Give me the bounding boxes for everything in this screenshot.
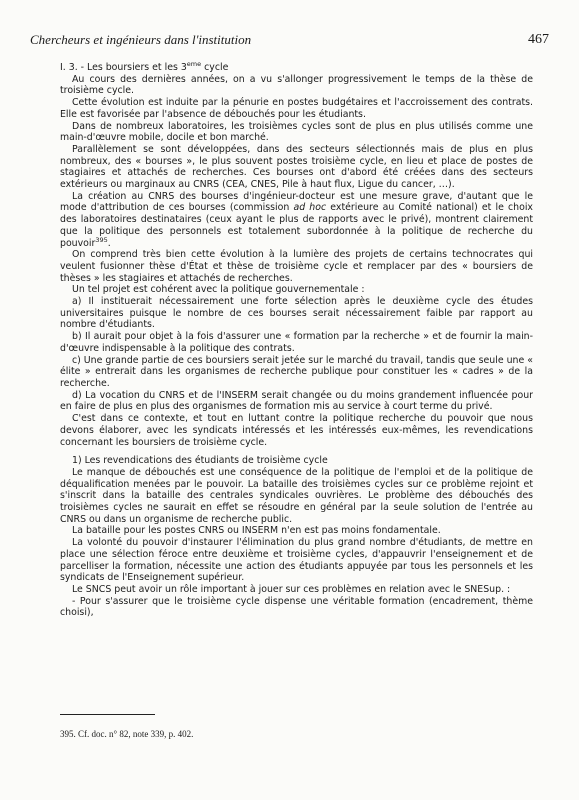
list-item: c) Une grande partie de ces boursiers serait jetée sur le marché du travail, tandis que seule une « élite » entrerait dans les organismes de recherche publique pour constituer les « cadres » de la recherche. xyxy=(60,354,533,389)
paragraph: Le manque de débouchés est une conséquence de la politique de l'emploi et de la politique de déqualification menées par le pouvoir. La bataille des troisièmes cycles sur ce problème rejoint et s'inscrit dans la bataille des centrales syndicales ouvrières. Le problème des débouchés des troisièmes cycles ne saurait en effet se résoudre en général par la seule solution de l'entrée au CNRS ou dans un organisme de recherche public. xyxy=(60,466,533,525)
paragraph: C'est dans ce contexte, et tout en luttant contre la politique recherche du pouvoir que nous devons élaborer, avec les syndicats intéressés et les intéressés eux-mêmes, les revendications concernant les boursiers de troisième cycle. xyxy=(60,413,533,448)
section-heading: I. 3. - Les boursiers et les 3eme cycle xyxy=(60,59,229,73)
paragraph: La volonté du pouvoir d'instaurer l'élimination du plus grand nombre d'étudiants, de mettre en place une sélection féroce entre deuxième et troisième cycles, d'appauvrir l'enseignement et de parcelliser la formation, nécessite une action des étudiants appuyée par tous les personnels et les syndicats de l'Enseignement supérieur. xyxy=(60,537,533,584)
page-header xyxy=(30,32,549,52)
paragraph: Cette évolution est induite par la pénurie en postes budgétaires et l'accroissement des contrats. Elle est favorisée par l'absence de débouchés pour les étudiants. xyxy=(60,97,533,120)
paragraph: Le SNCS peut avoir un rôle important à jouer sur ces problèmes en relation avec le SNESup. : xyxy=(72,583,511,595)
list-item: d) La vocation du CNRS et de l'INSERM serait changée ou du moins grandement influencée pour en faire de plus en plus des organismes de formation mis au service à court terme du privé. xyxy=(60,389,533,413)
list-item: a) Il instituerait nécessairement une forte sélection après le deuxième cycle des études universitaires puisque le nombre de ces bourses serait nécessairement faible par rapport au nombre d'étudiants. xyxy=(60,296,533,331)
paragraph: Au cours des dernières années, on a vu s'allonger progressivement le temps de la thèse de troisième cycle. xyxy=(60,73,533,97)
page-number: 467 xyxy=(528,32,549,47)
paragraph: Dans de nombreux laboratoires, les troisièmes cycles sont de plus en plus utilisés comme une main-d'œuvre mobile, docile et bon marché. xyxy=(60,120,533,144)
paragraph: Un tel projet est cohérent avec la politique gouvernementale : xyxy=(72,284,365,296)
paragraph: La bataille pour les postes CNRS ou INSERM n'en est pas moins fondamentale. xyxy=(72,525,441,537)
footnote: 395. Cf. doc. n° 82, note 339, p. 402. xyxy=(60,729,194,739)
body-text xyxy=(60,59,533,619)
running-title: Chercheurs et ingénieurs dans l'institution xyxy=(30,32,252,47)
subsection-heading: 1) Les revendications des étudiants de troisième cycle xyxy=(72,455,328,467)
paragraph: - Pour s'assurer que le troisième cycle dispense une véritable formation (encadrement, thème choisi), xyxy=(60,595,533,619)
footnote-reference: 395 xyxy=(95,235,108,244)
paragraph: On comprend très bien cette évolution à la lumière des projets de certains technocrates qui veulent fusionner thèse d'État et thèse de troisième cycle et remplacer par des « boursiers de thèses » les stagiaires et attachés de recherches. xyxy=(60,249,533,284)
list-item: b) Il aurait pour objet à la fois d'assurer une « formation par la recherche » et de fournir la main-d'œuvre indispensable à la politique des contrats. xyxy=(60,331,533,354)
footnote-divider xyxy=(60,714,155,715)
paragraph: La création au CNRS des bourses d'ingénieur-docteur est une mesure grave, d'autant que le mode d'attribution de ces bourses (commission ad hoc extérieure au Comité national) et le choix des laboratoires destinataires (ceux ayant le plus de rapports avec le privé), montrent clairement que la politique des personnels est totalement subordonnée à la politique de recherche du pouvoir$^{395}$. xyxy=(60,190,533,249)
paragraph: Parallèlement se sont développées, dans des secteurs sélectionnés mais de plus en plus nombreux, des « bourses », le plus souvent postes troisième cycle, en lieu et place de postes de stagiaires et attachés de recherches. Ces bourses ont d'abord été créées dans des secteurs extérieurs ou marginaux au CNRS (CEA, CNES, Pile à haut flux, Ligue du cancer, …). xyxy=(60,143,533,191)
